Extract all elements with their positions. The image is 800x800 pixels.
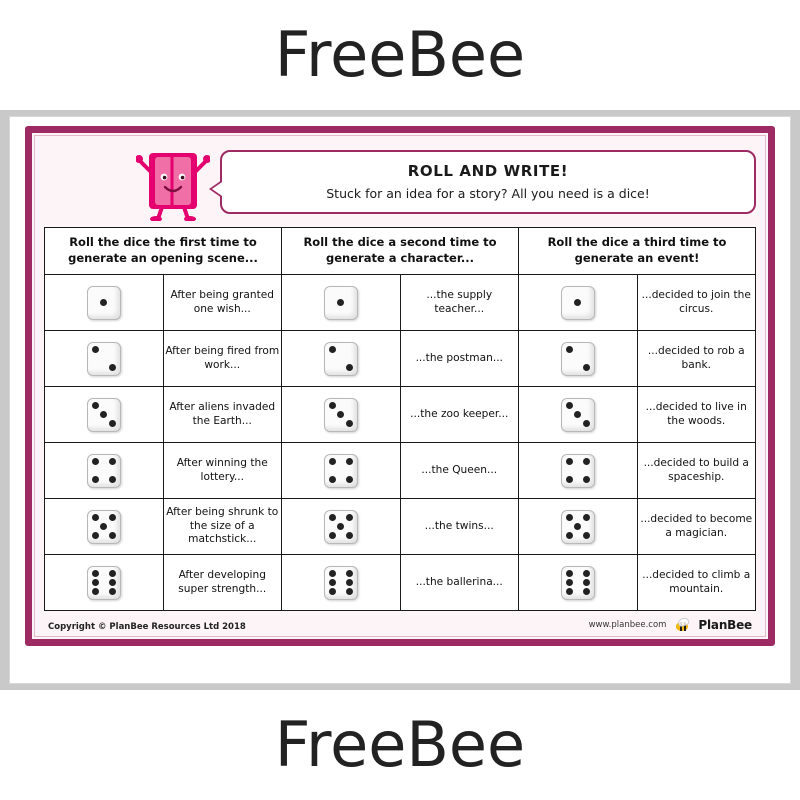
- dice-face-1: [45, 275, 164, 331]
- die-icon: [87, 342, 121, 376]
- header-line1-pre: Roll the dice the: [69, 235, 180, 250]
- column-header-character: [282, 228, 519, 275]
- die-icon: [324, 342, 358, 376]
- die-icon: [324, 286, 358, 320]
- dice-face-2: [519, 331, 638, 387]
- die-icon: [561, 566, 595, 600]
- dice-face-2: [45, 331, 164, 387]
- cell-character-4: ...the Queen...: [400, 443, 519, 499]
- cell-character-6: ...the ballerina...: [400, 555, 519, 611]
- dice-face-5: [519, 499, 638, 555]
- die-icon: [324, 398, 358, 432]
- book-character-icon: [136, 141, 210, 221]
- table-body: [45, 275, 756, 611]
- roll-and-write-poster: [25, 126, 775, 646]
- dice-face-4: [45, 443, 164, 499]
- dice-face-6: [45, 555, 164, 611]
- dice-face-3: [282, 387, 401, 443]
- die-icon: [87, 286, 121, 320]
- table-header-row: [45, 228, 756, 275]
- table-row: [45, 275, 756, 331]
- dice-face-3: [45, 387, 164, 443]
- header-line1-pre: Roll the dice a: [303, 235, 401, 250]
- die-icon: [324, 510, 358, 544]
- poster-title: ROLL AND WRITE!: [407, 162, 569, 180]
- die-icon: [87, 398, 121, 432]
- cell-opening-scene-6: After developing super strength...: [163, 555, 282, 611]
- poster-header: [44, 143, 756, 221]
- table-row: [45, 331, 756, 387]
- column-header-event: [519, 228, 756, 275]
- header-line1-pre: Roll the dice a: [547, 235, 645, 250]
- bee-icon: [674, 619, 690, 632]
- brand-name: PlanBee: [698, 618, 752, 632]
- poster-footer: [44, 618, 756, 632]
- dice-face-5: [282, 499, 401, 555]
- cell-event-5: ...decided to become a magician.: [637, 499, 756, 555]
- sheet-frame: [9, 116, 791, 684]
- speech-bubble: [220, 150, 756, 214]
- cell-opening-scene-5: After being shrunk to the size of a matchstick...: [163, 499, 282, 555]
- cell-character-1: ...the supply teacher...: [400, 275, 519, 331]
- header-line2: generate a character...: [326, 251, 474, 265]
- die-icon: [561, 454, 595, 488]
- cell-character-5: ...the twins...: [400, 499, 519, 555]
- copyright-text: Copyright © PlanBee Resources Ltd 2018: [48, 622, 246, 632]
- watermark-band-bottom: [0, 690, 800, 800]
- roll-and-write-table: [44, 227, 756, 611]
- cell-event-3: ...decided to live in the woods.: [637, 387, 756, 443]
- dice-face-2: [282, 331, 401, 387]
- die-icon: [87, 510, 121, 544]
- poster-subtitle: Stuck for an idea for a story? All you need is a dice!: [326, 186, 650, 201]
- preview-backdrop: [0, 110, 800, 690]
- die-icon: [324, 454, 358, 488]
- die-icon: [561, 286, 595, 320]
- header-line1-post: time to: [675, 235, 727, 250]
- die-icon: [87, 566, 121, 600]
- cell-event-4: ...decided to build a spaceship.: [637, 443, 756, 499]
- dice-face-1: [282, 275, 401, 331]
- die-icon: [324, 566, 358, 600]
- die-icon: [561, 342, 595, 376]
- dice-face-4: [519, 443, 638, 499]
- watermark-text-top: FreeBee: [274, 18, 526, 91]
- watermark-band-top: [0, 0, 800, 110]
- dice-face-3: [519, 387, 638, 443]
- die-icon: [561, 510, 595, 544]
- watermark-text-bottom: FreeBee: [274, 708, 526, 781]
- table-row: [45, 555, 756, 611]
- cell-event-2: ...decided to rob a bank.: [637, 331, 756, 387]
- cell-opening-scene-1: After being granted one wish...: [163, 275, 282, 331]
- cell-event-1: ...decided to join the circus.: [637, 275, 756, 331]
- header-line1-post: time to: [445, 235, 497, 250]
- cell-opening-scene-3: After aliens invaded the Earth...: [163, 387, 282, 443]
- column-header-opening-scene: [45, 228, 282, 275]
- cell-character-3: ...the zoo keeper...: [400, 387, 519, 443]
- header-line2: generate an opening scene...: [68, 251, 258, 265]
- dice-face-5: [45, 499, 164, 555]
- dice-face-6: [519, 555, 638, 611]
- table-row: [45, 499, 756, 555]
- cell-opening-scene-2: After being fired from work...: [163, 331, 282, 387]
- dice-face-1: [519, 275, 638, 331]
- cell-event-6: ...decided to climb a mountain.: [637, 555, 756, 611]
- dice-face-4: [282, 443, 401, 499]
- header-line1-em: third: [644, 235, 676, 250]
- website-url: www.planbee.com: [588, 620, 667, 630]
- header-line2: generate an event!: [574, 251, 700, 265]
- header-line1-post: time to: [206, 235, 257, 250]
- table-row: [45, 443, 756, 499]
- header-line1-em: second: [400, 235, 446, 250]
- die-icon: [561, 398, 595, 432]
- cell-character-2: ...the postman...: [400, 331, 519, 387]
- footer-brand-group: [589, 618, 752, 632]
- cell-opening-scene-4: After winning the lottery...: [163, 443, 282, 499]
- die-icon: [87, 454, 121, 488]
- table-row: [45, 387, 756, 443]
- dice-face-6: [282, 555, 401, 611]
- header-line1-em: first: [179, 235, 207, 250]
